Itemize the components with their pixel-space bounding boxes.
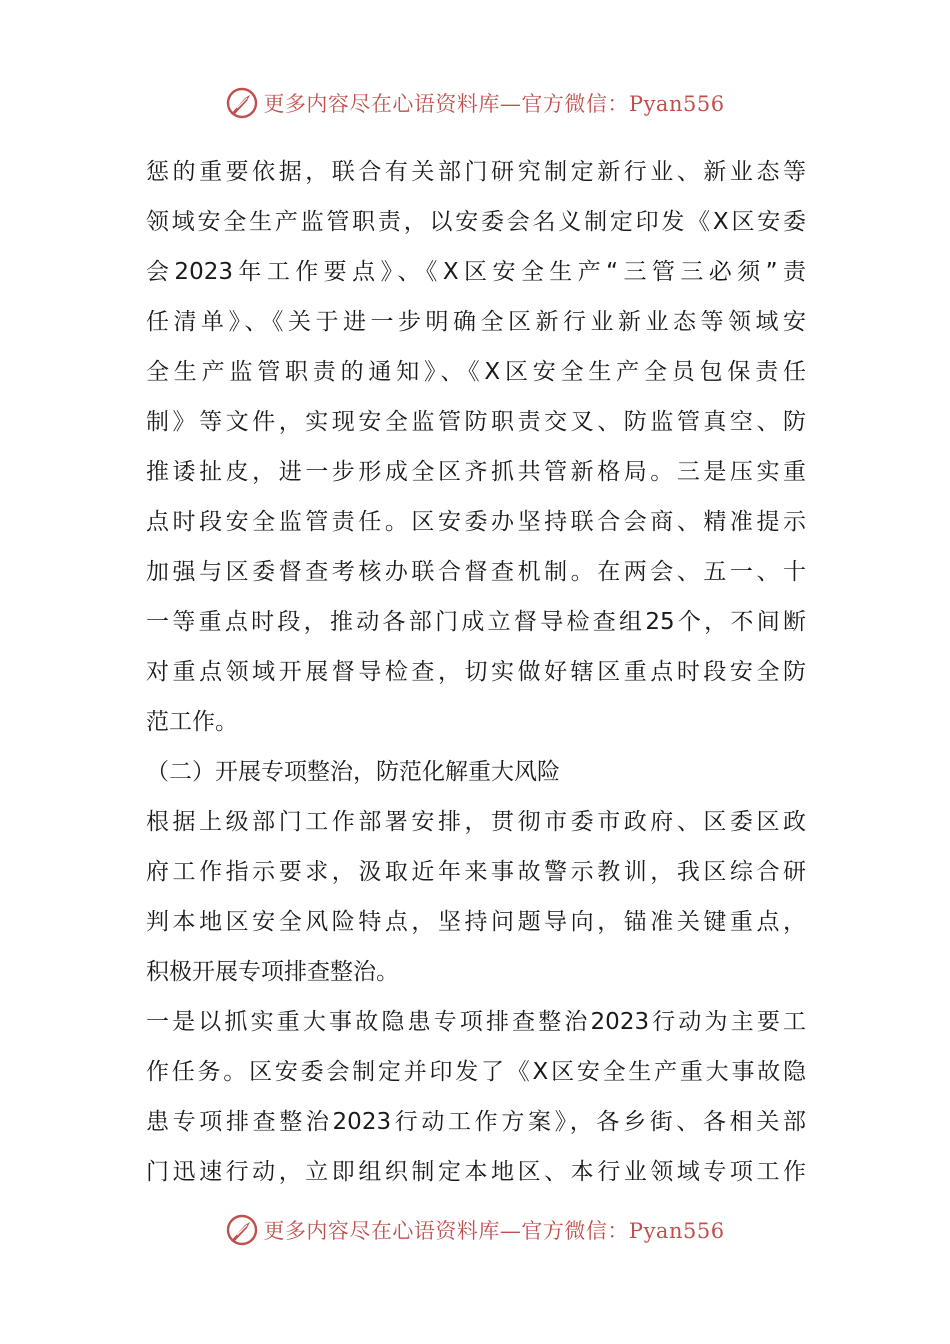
body-line: 范工作。 [146, 709, 238, 735]
document-body [146, 147, 806, 1197]
body-line: 府工作指示要求，汲取近年来事故警示教训，我区综合研 [146, 859, 806, 885]
body-line: 领域安全生产监管职责，以安委会名义制定印发《X区安委 [146, 209, 806, 235]
body-line: 惩的重要依据，联合有关部门研究制定新行业、新业态等 [146, 159, 806, 185]
body-line: 点时段安全监管责任。区安委办坚持联合会商、精准提示 [146, 509, 806, 535]
body-line: 积极开展专项排查整治。 [146, 959, 399, 985]
pen-nib-logo-icon [225, 1213, 259, 1247]
body-line: 根据上级部门工作部署安排，贯彻市委市政府、区委区政 [146, 809, 806, 835]
section-heading: （二）开展专项整治，防范化解重大风险 [146, 759, 560, 785]
footer-banner [0, 1210, 950, 1250]
body-line: 门迅速行动，立即组织制定本地区、本行业领域专项工作 [146, 1159, 806, 1185]
footer-banner-text: 更多内容尽在心语资料库—官方微信：Pyan556 [263, 1219, 725, 1243]
body-line: 一等重点时段，推动各部门成立督导检查组25个，不间断 [146, 609, 806, 635]
header-banner-text: 更多内容尽在心语资料库—官方微信：Pyan556 [263, 92, 725, 116]
body-line: 推诿扯皮，进一步形成全区齐抓共管新格局。三是压实重 [146, 459, 806, 485]
header-banner [0, 83, 950, 123]
pen-nib-logo-icon [225, 86, 259, 120]
body-line: 对重点领域开展督导检查，切实做好辖区重点时段安全防 [146, 659, 806, 685]
body-line: 制》等文件，实现安全监管防职责交叉、防监管真空、防 [146, 409, 806, 435]
body-line: 患专项排查整治2023行动工作方案》，各乡街、各相关部 [146, 1109, 806, 1135]
body-line: 加强与区委督查考核办联合督查机制。在两会、五一、十 [146, 559, 806, 585]
body-line: 判本地区安全风险特点，坚持问题导向，锚准关键重点， [146, 909, 806, 935]
body-line: 会2023年工作要点》、《X区安全生产“三管三必须”责 [146, 259, 806, 285]
body-line: 全生产监管职责的通知》、《X区安全生产全员包保责任 [146, 359, 806, 385]
body-line: 一是以抓实重大事故隐患专项排查整治2023行动为主要工 [146, 1009, 806, 1035]
body-line: 任清单》、《关于进一步明确全区新行业新业态等领域安 [146, 309, 806, 335]
body-line: 作任务。区安委会制定并印发了《X区安全生产重大事故隐 [146, 1059, 806, 1085]
